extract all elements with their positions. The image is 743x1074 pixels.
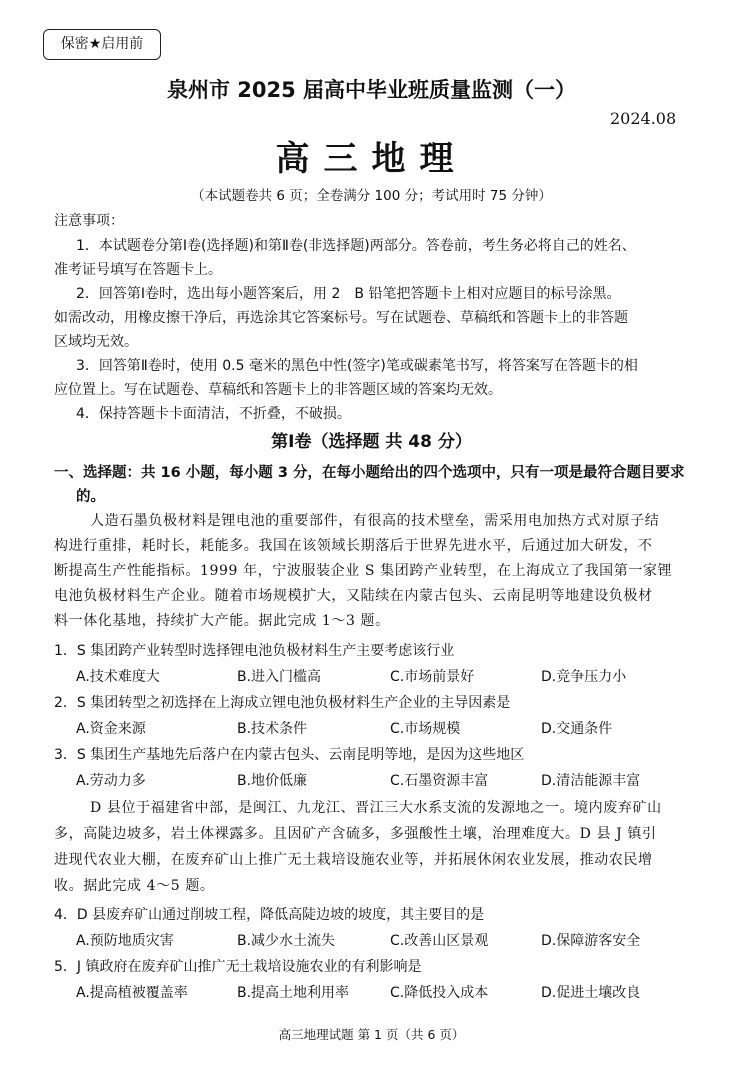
option-d: D.竞争压力小 [541,669,627,685]
option-d: D.促进土壤改良 [541,985,641,1001]
confidential-label: 保密★启用前 [43,29,161,60]
subject-title: 高三地理 [275,139,468,179]
option-b: B.地价低廉 [237,773,308,789]
part-one-title: 第Ⅰ卷（选择题 共 48 分） [271,432,472,452]
passage-line: 料一体化基地，持续扩大产能。据此完成 1～3 题。 [54,613,390,629]
question-stem: 3．S 集团生产基地先后落户在内蒙古包头、云南昆明等地，是因为这些地区 [54,747,525,763]
section-heading-cont: 的。 [76,489,105,505]
question-stem: 4．D 县废弃矿山通过削坡工程，降低高陡边坡的坡度，其主要目的是 [54,907,485,923]
question-stem: 5．J 镇政府在废弃矿山推广无土栽培设施农业的有利影响是 [54,959,422,975]
note-line: 2．回答第Ⅰ卷时，选出每小题答案后，用 2 B 铅笔把答题卡上相对应题目的标号涂黑。 [76,286,621,302]
option-c: C.市场规模 [390,721,461,737]
note-line: 1．本试题卷分第Ⅰ卷(选择题)和第Ⅱ卷(非选择题)两部分。答卷前，考生务必将自己的姓名、 [76,238,636,254]
option-d: D.保障游客安全 [541,933,641,949]
passage-line: 电池负极材料生产企业。随着市场规模扩大，又陆续在内蒙古包头、云南昆明等地建设负极材 [54,588,653,604]
exam-info: （本试题卷共 6 页；全卷满分 100 分；考试用时 75 分钟） [191,188,552,204]
note-line: 应位置上。写在试题卷、草稿纸和答题卡上的非答题区域的答案均无效。 [54,382,502,398]
option-d: D.清洁能源丰富 [541,773,641,789]
option-b: B.提高土地利用率 [237,985,350,1001]
passage-line: 收。据此完成 4～5 题。 [54,878,215,894]
option-c: C.改善山区景观 [390,933,489,949]
option-a: A.资金来源 [76,721,146,737]
option-b: B.进入门槛高 [237,669,322,685]
option-a: A.劳动力多 [76,773,146,789]
note-line: 区域均无效。 [54,334,138,350]
section-heading: 一、选择题：共 16 小题，每小题 3 分，在每小题给出的四个选项中，只有一项是最符合题目要求 [54,465,685,481]
option-a: A.预防地质灾害 [76,933,174,949]
note-line: 如需改动，用橡皮擦干净后，再选涂其它答案标号。写在试题卷、草稿纸和答题卡上的非答题 [54,310,628,326]
note-line: 4．保持答题卡卡面清洁，不折叠，不破损。 [76,406,351,422]
question-stem: 2．S 集团转型之初选择在上海成立锂电池负极材料生产企业的主导因素是 [54,695,511,711]
question-stem: 1．S 集团跨产业转型时选择锂电池负极材料生产主要考虑该行业 [54,643,455,659]
option-a: A.技术难度大 [76,669,160,685]
option-b: B.减少水土流失 [237,933,336,949]
option-d: D.交通条件 [541,721,613,737]
passage-line: 构进行重排，耗时长，耗能多。我国在该领域长期落后于世界先进水平，后通过加大研发，不 [54,538,653,554]
page-footer: 高三地理试题 第 1 页（共 6 页） [278,1027,465,1042]
passage-line: 断提高生产性能指标。1999 年，宁波服装企业 S 集团跨产业转型，在上海成立了我国第一家锂 [54,563,673,579]
passage-line: 进现代农业大棚，在废弃矿山上推广无土栽培设施农业等，并拓展休闲农业发展，推动农民增 [54,852,653,868]
option-a: A.提高植被覆盖率 [76,985,188,1001]
notes-title: 注意事项： [54,213,124,229]
passage-line: D 县位于福建省中部，是闽江、九龙江、晋江三大水系支流的发源地之一。境内废弃矿山 [90,800,662,816]
option-c: C.市场前景好 [390,669,475,685]
option-c: C.降低投入成本 [390,985,489,1001]
option-c: C.石墨资源丰富 [390,773,489,789]
passage-line: 人造石墨负极材料是锂电池的重要部件，有很高的技术壁垒，需采用电加热方式对原子结 [90,513,660,529]
note-line: 准考证号填写在答题卡上。 [54,262,222,278]
passage-line: 多，高陡边坡多，岩土体裸露多。且因矿产含硫多，多强酸性土壤，治理难度大。D 县 J 镇引 [54,826,657,842]
note-line: 3．回答第Ⅱ卷时，使用 0.5 毫米的黑色中性(签字)笔或碳素笔书写，将答案写在答题卡的相 [76,358,638,374]
exam-date: 2024.08 [610,109,677,128]
exam-title: 泉州市 2025 届高中毕业班质量监测（一） [166,78,577,102]
option-b: B.技术条件 [237,721,308,737]
